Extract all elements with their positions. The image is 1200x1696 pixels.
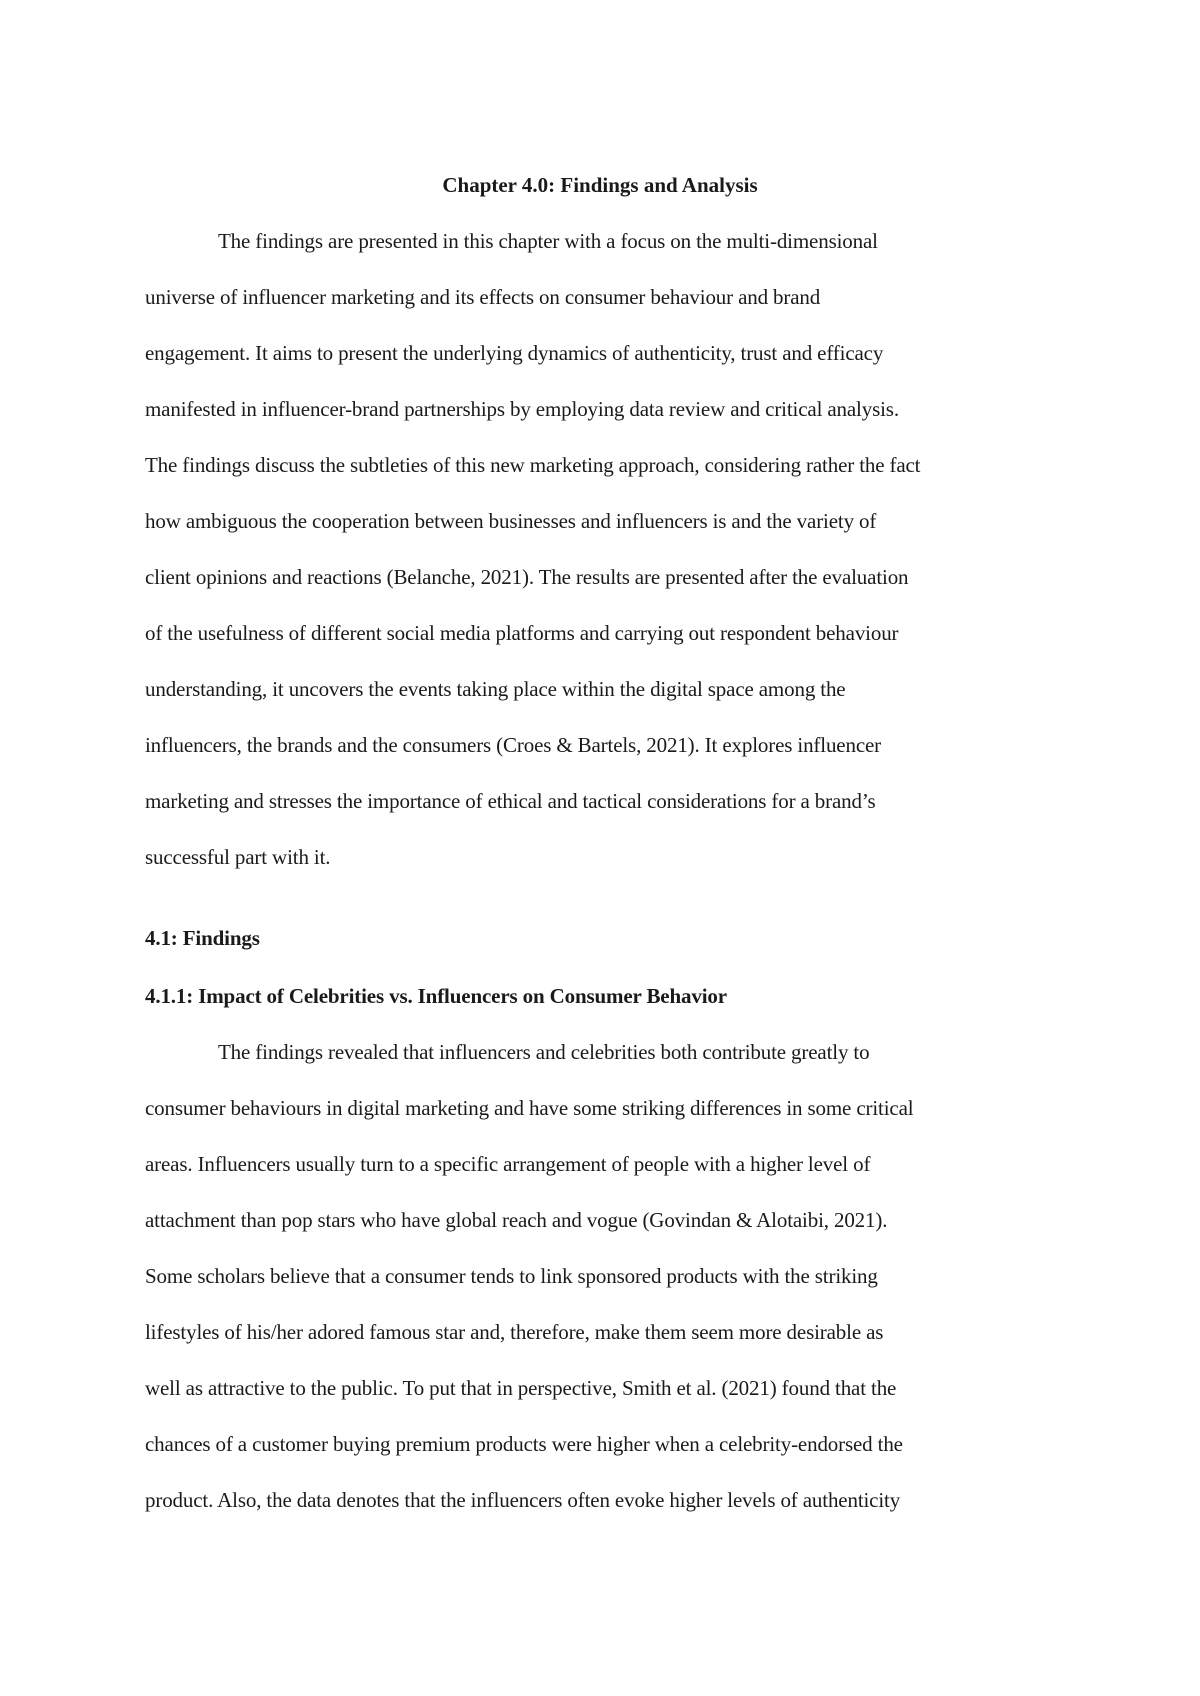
- intro-line-1: The findings are presented in this chapter with a focus on the multi-dimensional: [218, 229, 878, 253]
- body-line-8: chances of a customer buying premium products were higher when a celebrity-endorsed the: [145, 1432, 903, 1456]
- body-line-2: consumer behaviours in digital marketing and have some striking differences in some critical: [145, 1096, 914, 1120]
- subsection-heading: 4.1.1: Impact of Celebrities vs. Influencers on Consumer Behavior: [145, 984, 727, 1008]
- body-line-5: Some scholars believe that a consumer tends to link sponsored products with the striking: [145, 1264, 878, 1288]
- body-line-7: well as attractive to the public. To put that in perspective, Smith et al. (2021) found that the: [145, 1376, 897, 1400]
- body-line-4: attachment than pop stars who have global reach and vogue (Govindan & Alotaibi, 2021).: [145, 1208, 888, 1232]
- body-line-6: lifestyles of his/her adored famous star and, therefore, make them seem more desirable as: [145, 1320, 884, 1344]
- body-line-9: product. Also, the data denotes that the influencers often evoke higher levels of authenticity: [145, 1488, 901, 1512]
- intro-line-12: successful part with it.: [145, 845, 331, 869]
- intro-line-3: engagement. It aims to present the underlying dynamics of authenticity, trust and efficacy: [145, 341, 884, 365]
- intro-line-7: client opinions and reactions (Belanche, 2021). The results are presented after the evaluation: [145, 565, 909, 589]
- intro-line-10: influencers, the brands and the consumers (Croes & Bartels, 2021). It explores influencer: [145, 733, 882, 757]
- body-line-3: areas. Influencers usually turn to a specific arrangement of people with a higher level of: [145, 1152, 871, 1176]
- intro-line-4: manifested in influencer-brand partnerships by employing data review and critical analysis.: [145, 397, 899, 421]
- intro-line-9: understanding, it uncovers the events taking place within the digital space among the: [145, 677, 846, 701]
- chapter-title: Chapter 4.0: Findings and Analysis: [442, 173, 758, 197]
- section-heading: 4.1: Findings: [145, 926, 260, 950]
- body-line-1: The findings revealed that influencers and celebrities both contribute greatly to: [218, 1040, 870, 1064]
- intro-line-8: of the usefulness of different social media platforms and carrying out respondent behaviour: [145, 621, 899, 645]
- intro-line-11: marketing and stresses the importance of ethical and tactical considerations for a brand’s: [145, 789, 876, 813]
- intro-line-5: The findings discuss the subtleties of this new marketing approach, considering rather the fact: [145, 453, 921, 477]
- intro-line-6: how ambiguous the cooperation between businesses and influencers is and the variety of: [145, 509, 877, 533]
- intro-line-2: universe of influencer marketing and its effects on consumer behaviour and brand: [145, 285, 821, 309]
